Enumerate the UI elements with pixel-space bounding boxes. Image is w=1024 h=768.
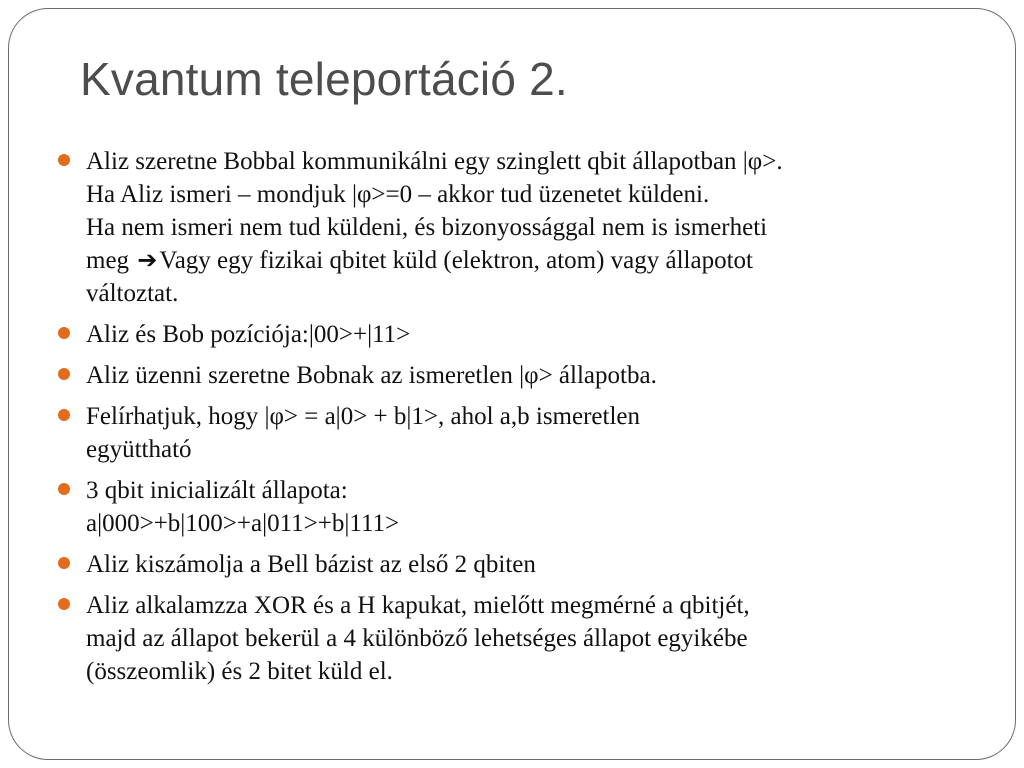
bullet-line: Aliz kiszámolja a Bell bázist az első 2 qbiten xyxy=(86,551,536,578)
bullet-item xyxy=(86,589,966,688)
bullet-dot-icon xyxy=(58,154,70,166)
bullet-list xyxy=(86,145,966,696)
bullet-line: 3 qbit inicializált állapota: xyxy=(86,477,348,504)
bullet-line: Ha Aliz ismeri – mondjuk |φ>=0 – akkor tud üzenetet küldeni. xyxy=(86,181,710,208)
bullet-item xyxy=(86,400,966,466)
bullet-line: majd az állapot bekerül a 4 különböző lehetséges állapot egyikébe xyxy=(86,625,748,652)
bullet-line-with-arrow xyxy=(86,244,966,277)
bullet-item xyxy=(86,359,966,392)
bullet-line: a|000>+b|100>+a|011>+b|111> xyxy=(86,510,400,537)
bullet-dot-icon xyxy=(58,409,70,421)
bullet-line: változtat. xyxy=(86,280,179,307)
bullet-line: Aliz és Bob pozíciója:|00>+|11> xyxy=(86,321,411,348)
bullet-line: együttható xyxy=(86,436,192,463)
bullet-line: Aliz alkalamzza XOR és a H kapukat, mielőtt megmérné a qbitjét, xyxy=(86,592,750,619)
slide-title: Kvantum teleportáció 2. xyxy=(80,53,568,105)
bullet-line: Aliz üzenni szeretne Bobnak az ismeretlen |φ> állapotba. xyxy=(86,362,657,389)
bullet-line: (összeomlik) és 2 bitet küld el. xyxy=(86,658,393,685)
bullet-dot-icon xyxy=(58,598,70,610)
bullet-line: Aliz szeretne Bobbal kommunikálni egy szinglett qbit állapotban |φ>. xyxy=(86,148,783,175)
bullet-item xyxy=(86,548,966,581)
bullet-line: Ha nem ismeri nem tud küldeni, és bizonyossággal nem is ismerheti xyxy=(86,214,768,241)
bullet-dot-icon xyxy=(58,483,70,495)
bullet-item xyxy=(86,318,966,351)
arrow-line-before: meg xyxy=(86,247,130,274)
bullet-dot-icon xyxy=(58,368,70,380)
bullet-item xyxy=(86,145,966,310)
bullet-dot-icon xyxy=(58,557,70,569)
arrow-line-after: Vagy egy fizikai qbitet küld (elektron, atom) vagy állapotot xyxy=(159,247,753,274)
bullet-line: Felírhatjuk, hogy |φ> = a|0> + b|1>, ahol a,b ismeretlen xyxy=(86,403,641,430)
right-arrow-icon: ➔ xyxy=(137,246,158,274)
bullet-item xyxy=(86,474,966,540)
bullet-dot-icon xyxy=(58,327,70,339)
